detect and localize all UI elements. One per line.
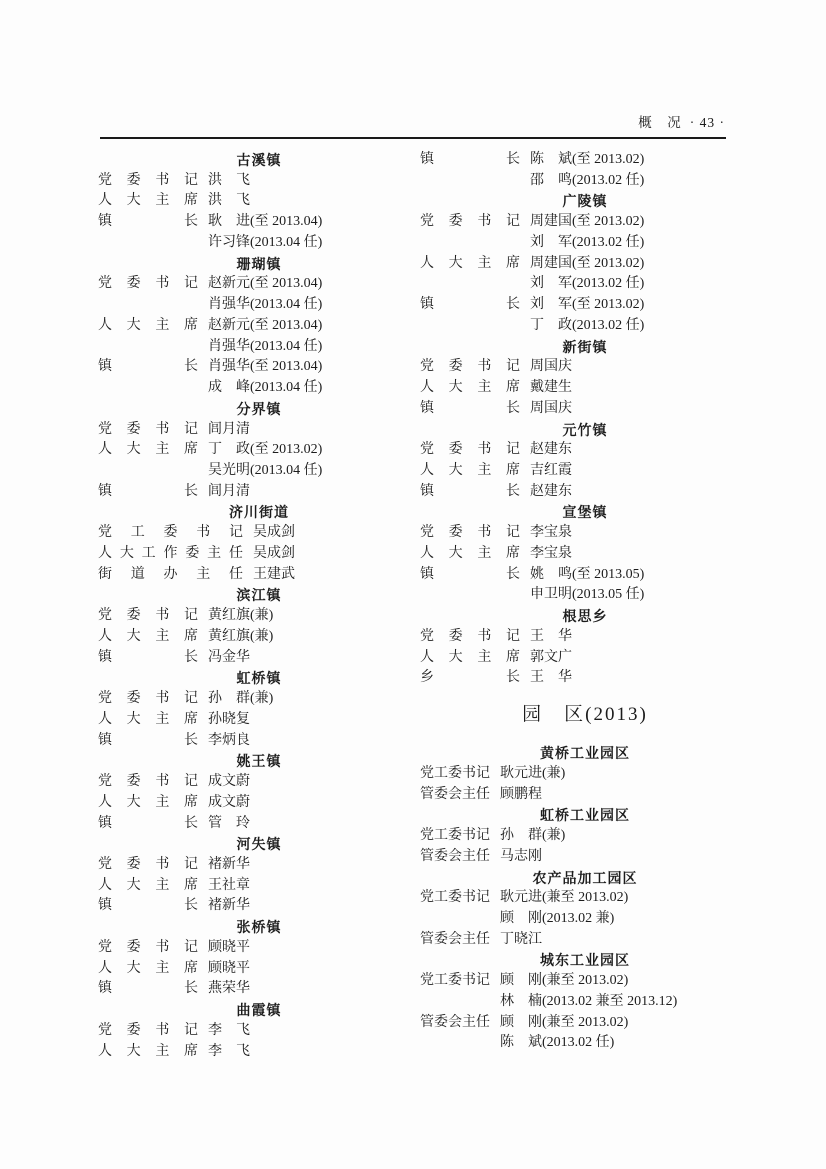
person-name: 吉红霞 bbox=[530, 463, 572, 479]
person-name-continuation: 吴光明(2013.04 任) bbox=[208, 463, 323, 479]
person-name-continuation: 肖强华(2013.04 任) bbox=[208, 297, 323, 313]
person-name: 孙 群(兼) bbox=[208, 691, 274, 707]
section-heading: 广陵镇 bbox=[562, 193, 608, 210]
role-label: 党 委 书 记 bbox=[420, 525, 520, 541]
person-name: 赵建东 bbox=[530, 483, 572, 499]
official-row bbox=[98, 420, 420, 441]
person-name-continuation: 丁 政(2013.02 任) bbox=[530, 317, 645, 333]
person-name: 孙 群(兼) bbox=[500, 828, 566, 844]
role-label: 党工委书记 bbox=[420, 765, 490, 781]
section-heading: 张桥镇 bbox=[236, 919, 282, 936]
official-row bbox=[98, 689, 420, 710]
section-heading: 曲霞镇 bbox=[236, 1002, 282, 1019]
role-label: 党 委 书 记 bbox=[98, 1022, 198, 1038]
official-row bbox=[420, 971, 750, 992]
official-row bbox=[420, 461, 750, 482]
person-name: 李 飞 bbox=[208, 1043, 250, 1059]
role-label: 镇 长 bbox=[98, 815, 198, 831]
official-row bbox=[420, 888, 750, 909]
official-row bbox=[98, 876, 420, 897]
role-label: 党 委 书 记 bbox=[420, 359, 520, 375]
person-name: 郭文广 bbox=[530, 649, 572, 665]
role-label: 管委会主任 bbox=[420, 848, 490, 864]
person-name: 肖强华(至 2013.04) bbox=[208, 359, 323, 375]
section-heading: 城东工业园区 bbox=[540, 952, 630, 969]
right-column bbox=[420, 150, 750, 1054]
official-row bbox=[98, 772, 420, 793]
role-label: 人 大 主 席 bbox=[420, 380, 520, 396]
official-row bbox=[98, 855, 420, 876]
person-name: 燕荣华 bbox=[208, 981, 250, 997]
role-label: 管委会主任 bbox=[420, 931, 490, 947]
person-name: 耿元进(兼) bbox=[500, 765, 566, 781]
role-label: 人 大 主 席 bbox=[420, 255, 520, 271]
role-label: 人 大 主 席 bbox=[98, 794, 198, 810]
role-label: 镇 长 bbox=[420, 152, 520, 167]
person-name: 李 飞 bbox=[208, 1022, 250, 1038]
official-row bbox=[98, 648, 420, 669]
official-row bbox=[420, 785, 750, 806]
official-row bbox=[98, 357, 420, 378]
official-row bbox=[98, 212, 420, 233]
running-head-title: 概 况 bbox=[638, 115, 682, 130]
role-label: 镇 长 bbox=[98, 898, 198, 914]
person-name: 褚新华 bbox=[208, 856, 250, 872]
section-heading: 新街镇 bbox=[562, 338, 608, 355]
role-label: 镇 长 bbox=[98, 649, 198, 665]
person-name: 耿元进(兼至 2013.02) bbox=[500, 890, 629, 906]
official-row bbox=[420, 847, 750, 868]
official-row bbox=[420, 440, 750, 461]
role-label: 人大工作委主任 bbox=[98, 545, 243, 561]
section-heading: 济川街道 bbox=[229, 504, 289, 521]
person-name-continuation: 刘 军(2013.02 任) bbox=[530, 234, 645, 250]
official-row bbox=[420, 565, 750, 586]
official-row bbox=[420, 544, 750, 565]
person-name: 洪 飞 bbox=[208, 172, 250, 188]
person-name: 耿 进(至 2013.04) bbox=[208, 214, 323, 230]
role-label: 街 道 办 主 任 bbox=[98, 566, 243, 582]
section-heading: 古溪镇 bbox=[236, 152, 282, 168]
role-label: 人 大 主 席 bbox=[98, 442, 198, 458]
official-row bbox=[98, 627, 420, 648]
official-row bbox=[98, 731, 420, 752]
role-label: 人 大 主 席 bbox=[98, 711, 198, 727]
person-name-continuation: 刘 军(2013.02 任) bbox=[530, 276, 645, 292]
official-row bbox=[420, 523, 750, 544]
person-name: 王 华 bbox=[530, 670, 572, 686]
role-label: 党 委 书 记 bbox=[98, 608, 198, 624]
person-name: 周建国(至 2013.02) bbox=[530, 214, 645, 230]
official-row bbox=[420, 627, 750, 648]
section-heading: 滨江镇 bbox=[236, 587, 282, 604]
section-heading: 虹桥镇 bbox=[236, 670, 282, 687]
person-name: 丁 政(至 2013.02) bbox=[208, 442, 323, 458]
role-label: 党 委 书 记 bbox=[98, 774, 198, 790]
role-label: 党 委 书 记 bbox=[420, 442, 520, 458]
official-row bbox=[98, 606, 420, 627]
role-label: 管委会主任 bbox=[420, 1014, 490, 1030]
section-heading: 根思乡 bbox=[562, 608, 608, 625]
official-row bbox=[98, 938, 420, 959]
official-row bbox=[420, 482, 750, 503]
role-label: 人 大 主 席 bbox=[98, 317, 198, 333]
role-label: 人 大 主 席 bbox=[420, 545, 520, 561]
page-number: · 43 · bbox=[689, 115, 725, 130]
person-name: 周国庆 bbox=[530, 400, 572, 416]
official-row bbox=[98, 482, 420, 503]
person-name: 孙晓复 bbox=[208, 711, 250, 727]
role-label: 人 大 主 席 bbox=[98, 1043, 198, 1059]
person-name-continuation: 申卫明(2013.05 任) bbox=[530, 587, 645, 603]
official-row bbox=[98, 171, 420, 192]
role-label: 人 大 主 席 bbox=[98, 960, 198, 976]
person-name: 赵建东 bbox=[530, 442, 572, 458]
header-rule bbox=[100, 137, 726, 139]
official-row bbox=[98, 793, 420, 814]
role-label: 镇 长 bbox=[420, 297, 520, 313]
person-name: 成文蔚 bbox=[208, 794, 250, 810]
official-row bbox=[420, 212, 750, 233]
person-name: 丁晓江 bbox=[500, 931, 542, 947]
official-row bbox=[98, 896, 420, 917]
role-label: 人 大 主 席 bbox=[98, 193, 198, 209]
person-name: 吴成剑 bbox=[253, 545, 295, 561]
official-row bbox=[98, 316, 420, 337]
person-name: 管 玲 bbox=[208, 815, 250, 831]
official-row bbox=[98, 1021, 420, 1042]
person-name: 赵新元(至 2013.04) bbox=[208, 276, 323, 292]
person-name-continuation: 邵 鸣(2013.02 任) bbox=[530, 172, 645, 188]
role-label: 镇 长 bbox=[98, 359, 198, 375]
person-name-continuation: 顾 刚(2013.02 兼) bbox=[500, 910, 615, 926]
person-name: 周国庆 bbox=[530, 359, 572, 375]
person-name-continuation: 肖强华(2013.04 任) bbox=[208, 338, 323, 354]
role-label: 镇 长 bbox=[98, 214, 198, 230]
person-name: 成文蔚 bbox=[208, 774, 250, 790]
section-heading: 元竹镇 bbox=[562, 421, 608, 438]
person-name: 马志刚 bbox=[500, 848, 542, 864]
person-name: 李宝泉 bbox=[530, 545, 572, 561]
role-label: 人 大 主 席 bbox=[98, 628, 198, 644]
person-name: 刘 军(至 2013.02) bbox=[530, 297, 645, 313]
role-label: 党 委 书 记 bbox=[420, 628, 520, 644]
person-name: 陈 斌(至 2013.02) bbox=[530, 152, 645, 167]
official-row bbox=[420, 764, 750, 785]
official-row bbox=[420, 1013, 750, 1034]
role-label: 党工委书记 bbox=[420, 828, 490, 844]
official-row bbox=[420, 826, 750, 847]
person-name-continuation: 成 峰(2013.04 任) bbox=[208, 380, 323, 396]
role-label: 党 委 书 记 bbox=[420, 214, 520, 230]
person-name: 王 华 bbox=[530, 628, 572, 644]
official-row bbox=[420, 357, 750, 378]
person-name: 黄红旗(兼) bbox=[208, 608, 274, 624]
official-row bbox=[98, 959, 420, 980]
person-name: 李宝泉 bbox=[530, 525, 572, 541]
person-name: 闾月清 bbox=[208, 421, 250, 437]
official-row bbox=[98, 544, 420, 565]
official-row bbox=[420, 930, 750, 951]
person-name: 李炳良 bbox=[208, 732, 250, 748]
official-row bbox=[420, 648, 750, 669]
person-name: 戴建生 bbox=[530, 380, 572, 396]
role-label: 人 大 主 席 bbox=[420, 649, 520, 665]
person-name: 吴成剑 bbox=[253, 525, 295, 541]
role-label: 党 委 书 记 bbox=[98, 421, 198, 437]
role-label: 党 委 书 记 bbox=[98, 172, 198, 188]
running-head bbox=[100, 111, 725, 131]
role-label: 党 委 书 记 bbox=[98, 939, 198, 955]
section-heading: 宣堡镇 bbox=[562, 504, 608, 521]
role-label: 党工委书记 bbox=[420, 973, 490, 989]
role-label: 镇 长 bbox=[420, 400, 520, 416]
official-row bbox=[420, 668, 750, 689]
official-row bbox=[420, 254, 750, 275]
part-title: 园 区(2013) bbox=[522, 704, 648, 726]
section-heading: 虹桥工业园区 bbox=[540, 807, 630, 824]
role-label: 镇 长 bbox=[420, 566, 520, 582]
person-name: 顾 刚(兼至 2013.02) bbox=[500, 973, 629, 989]
section-heading: 黄桥工业园区 bbox=[540, 745, 630, 762]
person-name-continuation: 林 楠(2013.02 兼至 2013.12) bbox=[500, 993, 678, 1009]
official-row bbox=[98, 440, 420, 461]
person-name: 顾晓平 bbox=[208, 960, 250, 976]
official-row bbox=[98, 1042, 420, 1063]
section-heading: 姚王镇 bbox=[236, 753, 282, 770]
role-label: 镇 长 bbox=[98, 981, 198, 997]
role-label: 镇 长 bbox=[98, 732, 198, 748]
official-row bbox=[98, 274, 420, 295]
person-name: 周建国(至 2013.02) bbox=[530, 255, 645, 271]
person-name: 冯金华 bbox=[208, 649, 250, 665]
person-name: 赵新元(至 2013.04) bbox=[208, 317, 323, 333]
section-heading: 河失镇 bbox=[236, 836, 282, 853]
role-label: 镇 长 bbox=[98, 483, 198, 499]
role-label: 镇 长 bbox=[420, 483, 520, 499]
person-name: 黄红旗(兼) bbox=[208, 628, 274, 644]
person-name: 洪 飞 bbox=[208, 193, 250, 209]
person-name: 王社章 bbox=[208, 877, 250, 893]
person-name: 褚新华 bbox=[208, 898, 250, 914]
role-label: 人 大 主 席 bbox=[420, 463, 520, 479]
person-name-continuation: 陈 斌(2013.02 任) bbox=[500, 1035, 615, 1051]
role-label: 乡 长 bbox=[420, 670, 520, 686]
person-name: 闾月清 bbox=[208, 483, 250, 499]
person-name: 顾晓平 bbox=[208, 939, 250, 955]
person-name: 顾鹏程 bbox=[500, 786, 542, 802]
role-label: 党 委 书 记 bbox=[98, 276, 198, 292]
person-name: 王建武 bbox=[253, 566, 295, 582]
official-row bbox=[98, 979, 420, 1000]
role-label: 人 大 主 席 bbox=[98, 877, 198, 893]
person-name: 顾 刚(兼至 2013.02) bbox=[500, 1014, 629, 1030]
official-row bbox=[420, 150, 750, 171]
official-row bbox=[420, 399, 750, 420]
section-heading: 分界镇 bbox=[236, 400, 282, 417]
section-heading: 农产品加工园区 bbox=[532, 869, 638, 886]
person-name: 姚 鸣(至 2013.05) bbox=[530, 566, 645, 582]
official-row bbox=[420, 378, 750, 399]
section-heading: 珊瑚镇 bbox=[236, 255, 282, 272]
official-row bbox=[98, 191, 420, 212]
person-name-continuation: 许习锋(2013.04 任) bbox=[208, 234, 323, 250]
official-row bbox=[98, 814, 420, 835]
role-label: 党工委书记 bbox=[420, 890, 490, 906]
role-label: 党 委 书 记 bbox=[98, 856, 198, 872]
official-row bbox=[98, 710, 420, 731]
official-row bbox=[98, 523, 420, 544]
role-label: 管委会主任 bbox=[420, 786, 490, 802]
role-label: 党 工 委 书 记 bbox=[98, 525, 243, 541]
official-row bbox=[420, 295, 750, 316]
role-label: 党 委 书 记 bbox=[98, 691, 198, 707]
left-column bbox=[98, 150, 420, 1062]
official-row bbox=[98, 565, 420, 586]
